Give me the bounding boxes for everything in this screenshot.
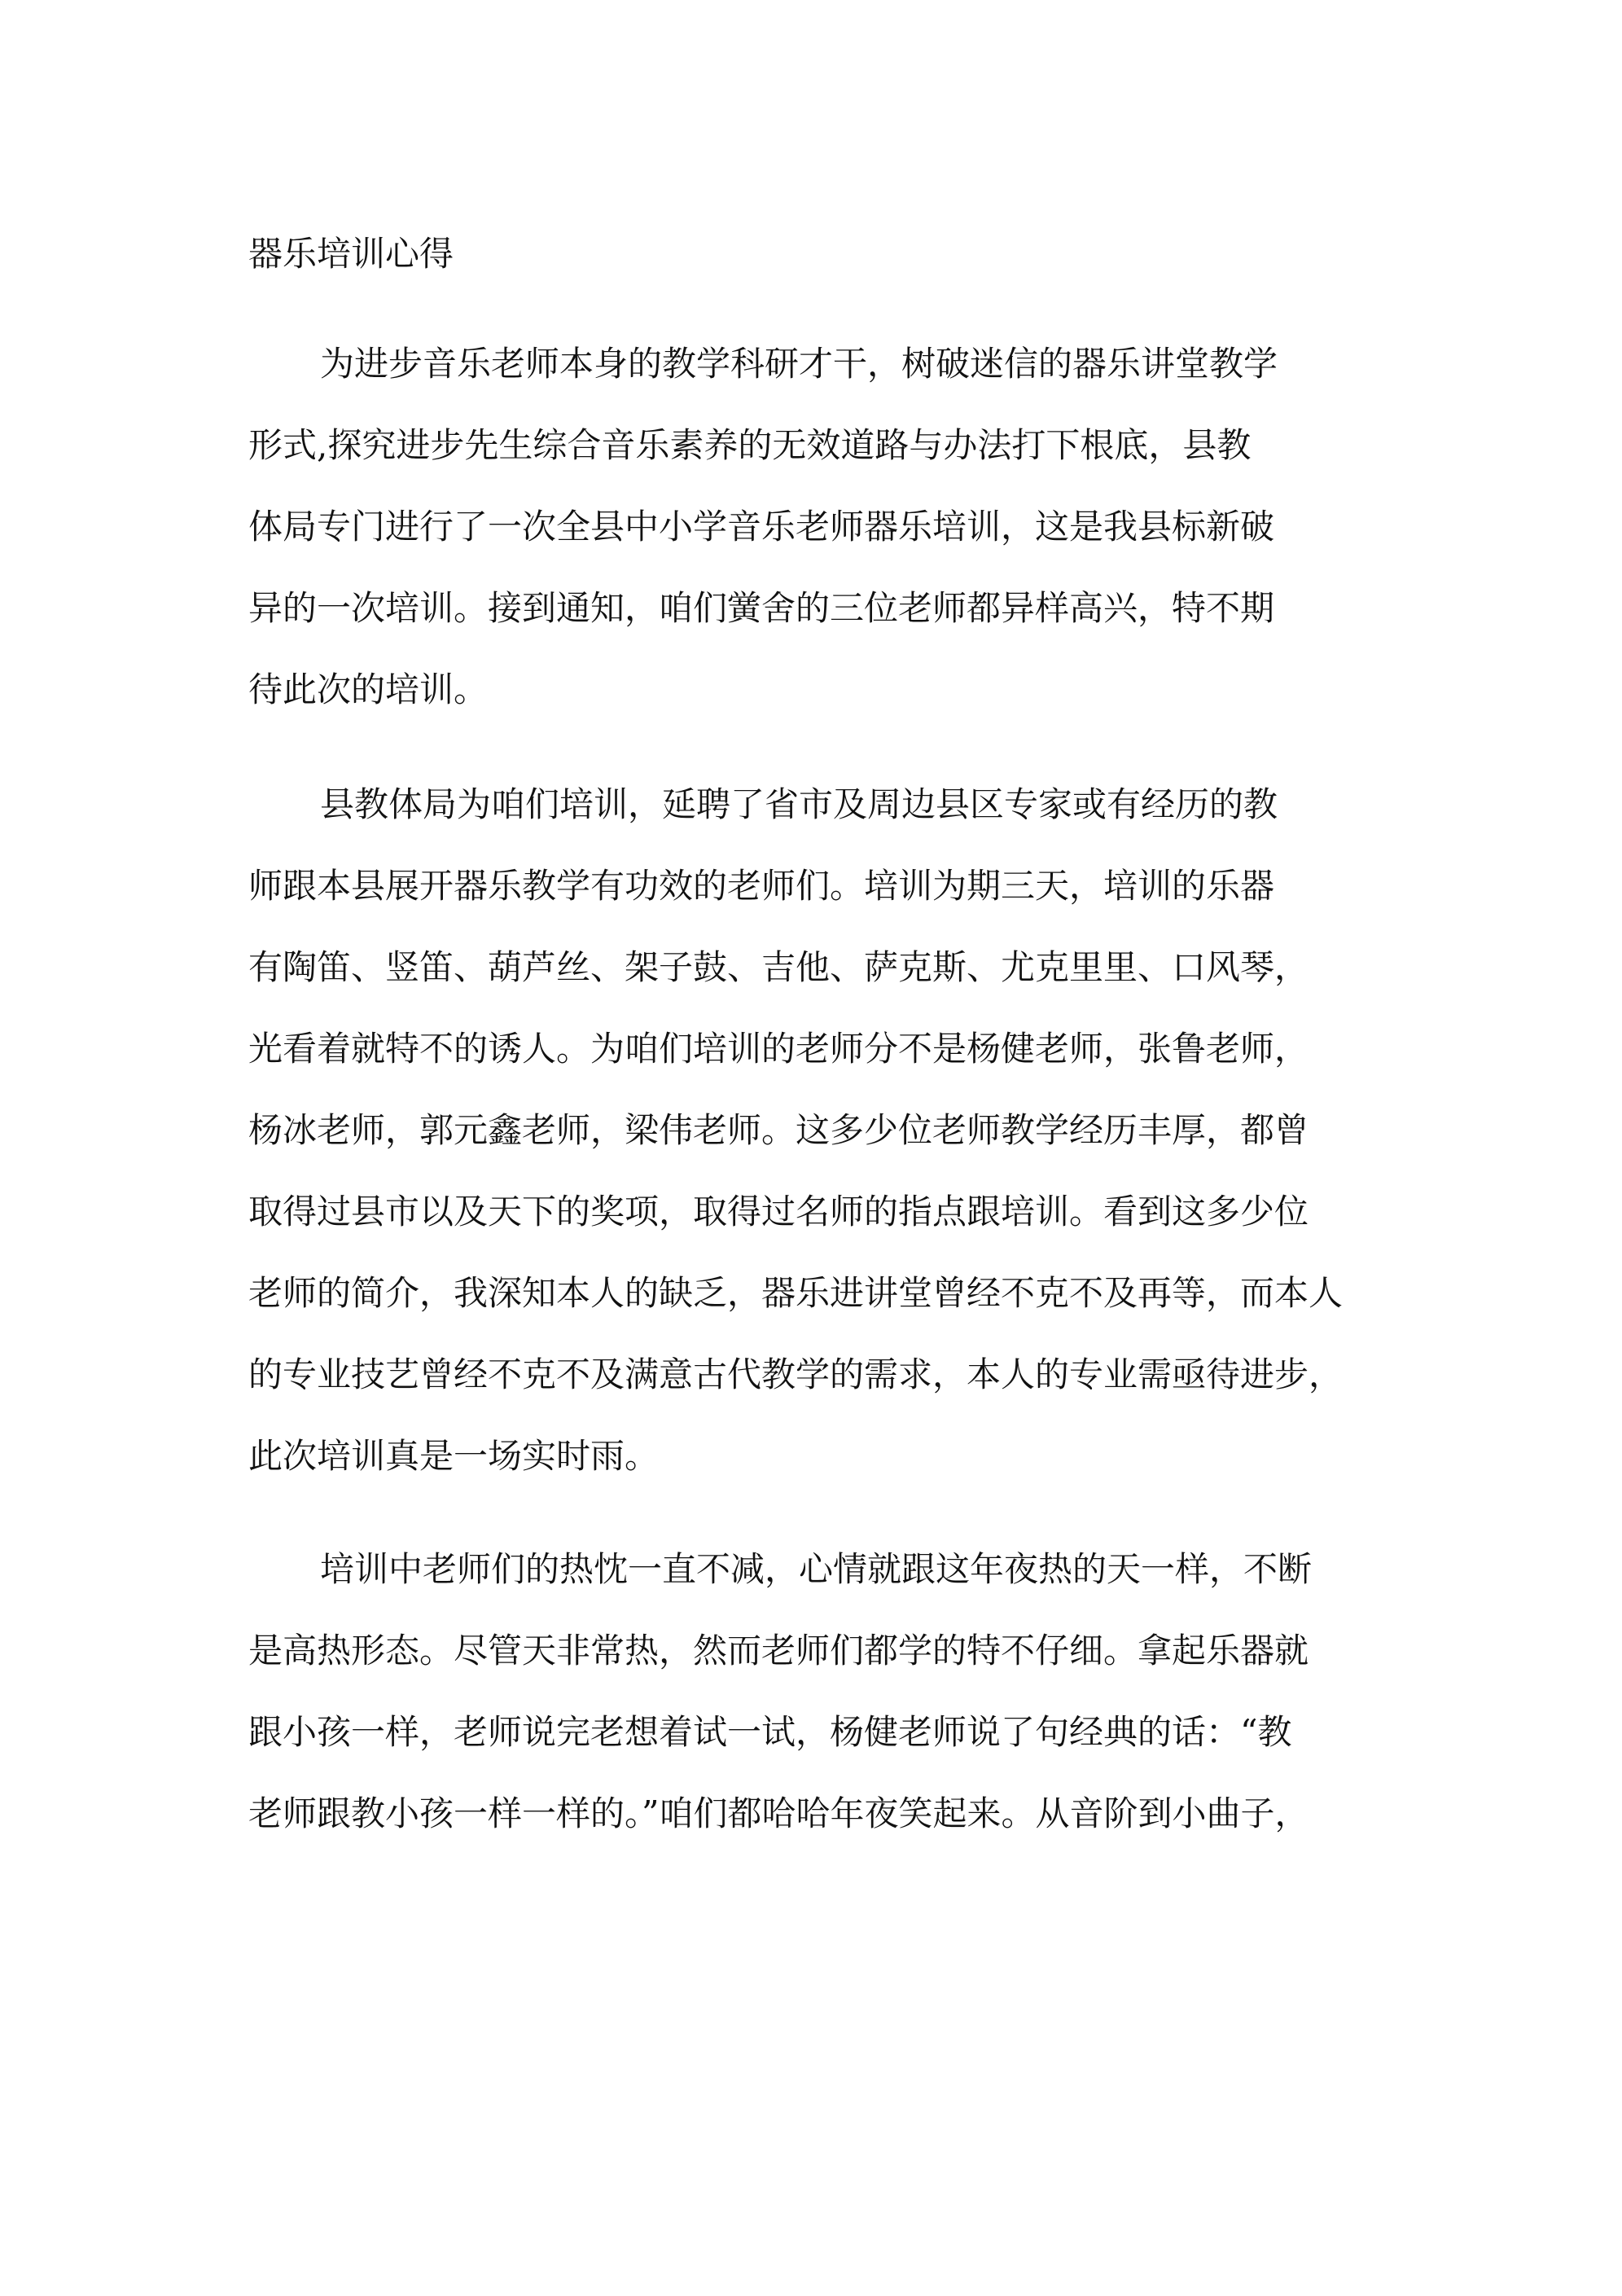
paragraph-2-line-9: 此次培训真是一场实时雨。 <box>248 1436 660 1476</box>
paragraph-2-line-8: 的专业技艺曾经不克不及满意古代教学的需求，本人的专业需亟待进步， <box>248 1354 1344 1394</box>
document-title: 器乐培训心得 <box>248 234 454 274</box>
paragraph-2-line-1: 县教体局为咱们培训，延聘了省市及周边县区专家或有经历的教 <box>320 784 1278 824</box>
paragraph-3-line-1: 培训中老师们的热忱一直不减，心情就跟这年夜热的天一样，不断 <box>320 1549 1313 1589</box>
paragraph-3-line-2: 是高热形态。尽管天非常热，然而老师们都学的特不仔细。拿起乐器就 <box>248 1631 1309 1670</box>
paragraph-2-line-6: 取得过县市以及天下的奖项，取得过名师的指点跟培训。看到这多少位 <box>248 1192 1309 1231</box>
paragraph-1-line-5: 待此次的培训。 <box>248 669 489 709</box>
paragraph-2-line-7: 老师的简介，我深知本人的缺乏，器乐进讲堂曾经不克不及再等，而本人 <box>248 1273 1344 1313</box>
paragraph-2-line-3: 有陶笛、竖笛、葫芦丝、架子鼓、吉他、萨克斯、尤克里里、口风琴， <box>248 947 1309 987</box>
paragraph-1-line-3: 体局专门进行了一次全县中小学音乐老师器乐培训，这是我县标新破 <box>248 507 1275 547</box>
paragraph-1-line-1: 为进步音乐老师本身的教学科研才干，树破迷信的器乐讲堂教学 <box>320 344 1278 384</box>
paragraph-1-line-2: 形式,探究进步先生综合音乐素养的无效道路与办法打下根底，县教 <box>248 425 1252 465</box>
paragraph-2-line-5: 杨冰老师，郭元鑫老师，梁伟老师。这多少位老师教学经历丰厚，都曾 <box>248 1110 1309 1150</box>
paragraph-3-line-3: 跟小孩一样，老师说完老想着试一试，杨健老师说了句经典的话：“教 <box>248 1712 1292 1752</box>
paragraph-1-line-4: 异的一次培训。接到通知，咱们黉舍的三位老师都异样高兴，特不期 <box>248 588 1275 628</box>
paragraph-2-line-4: 光看着就特不的诱人。为咱们培训的老师分不是杨健老师，张鲁老师， <box>248 1029 1309 1069</box>
paragraph-2-line-2: 师跟本县展开器乐教学有功效的老师们。培训为期三天，培训的乐器 <box>248 866 1275 906</box>
paragraph-3-line-4: 老师跟教小孩一样一样的。”咱们都哈哈年夜笑起来。从音阶到小曲子， <box>248 1793 1309 1833</box>
